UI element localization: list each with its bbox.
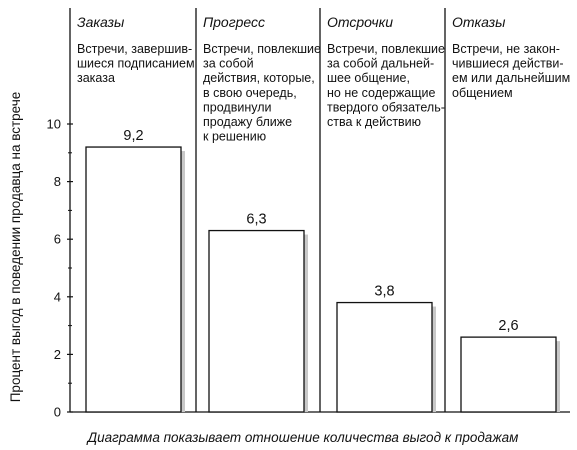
category-columns xyxy=(77,14,570,144)
category-description-line: твердого обязатель- xyxy=(327,100,445,115)
category-title: Отказы xyxy=(452,14,506,30)
category-description-line: общением xyxy=(452,85,513,100)
category-description-line: в свою очередь, xyxy=(203,85,297,100)
bars xyxy=(86,128,560,412)
bar-value-label: 6,3 xyxy=(246,211,267,228)
category-description xyxy=(327,42,445,129)
category-description-line: ем или дальнейшим xyxy=(452,71,571,86)
category-title: Прогресс xyxy=(203,14,266,30)
bar-value-label: 2,6 xyxy=(498,318,519,335)
category-description-line: Встречи, завершив- xyxy=(77,42,193,56)
y-tick-label: 4 xyxy=(53,289,61,305)
category-description-line: но не содержащие xyxy=(327,85,436,100)
category-description-line: за собой дальней- xyxy=(327,56,435,71)
category-description-line: Встречи, не закон- xyxy=(452,42,560,56)
y-tick-label: 6 xyxy=(53,231,61,247)
y-tick-label: 10 xyxy=(46,116,61,132)
category-description-line: Встречи, повлекшие xyxy=(327,42,445,56)
category-title: Отсрочки xyxy=(327,14,393,30)
bar xyxy=(337,303,432,412)
x-axis-caption: Диаграмма показывает отношение количества выгод к продажам xyxy=(87,430,519,445)
category-description-line: Встречи, повлекшие xyxy=(203,42,321,56)
category-description xyxy=(203,42,321,144)
category-description-line: за собой xyxy=(203,56,254,71)
bar xyxy=(461,337,556,412)
y-tick-label: 2 xyxy=(53,346,61,362)
bar xyxy=(209,231,304,412)
y-tick-label: 8 xyxy=(53,174,61,190)
category-description-line: шее общение, xyxy=(327,71,410,86)
category-description-line: продажу ближе xyxy=(203,115,293,129)
category-description-line: заказа xyxy=(77,71,115,86)
bar-value-label: 3,8 xyxy=(374,283,395,300)
bar-value-label: 9,2 xyxy=(123,128,144,145)
category-description-line: к решению xyxy=(203,129,267,144)
category-description xyxy=(77,42,195,85)
category-description-line: чившиеся действи- xyxy=(452,56,564,71)
category-description-line: действия, которые, xyxy=(203,71,315,86)
category-title: Заказы xyxy=(77,14,125,30)
bar xyxy=(86,147,181,412)
category-description-line: продвинули xyxy=(203,100,272,115)
category-description-line: ства к действию xyxy=(327,115,422,129)
category-description xyxy=(452,42,570,100)
y-tick-label: 0 xyxy=(53,404,61,420)
category-description-line: шиеся подписанием xyxy=(77,56,195,71)
y-axis-label: Процент выгод в поведении продавца на встрече xyxy=(8,91,23,403)
